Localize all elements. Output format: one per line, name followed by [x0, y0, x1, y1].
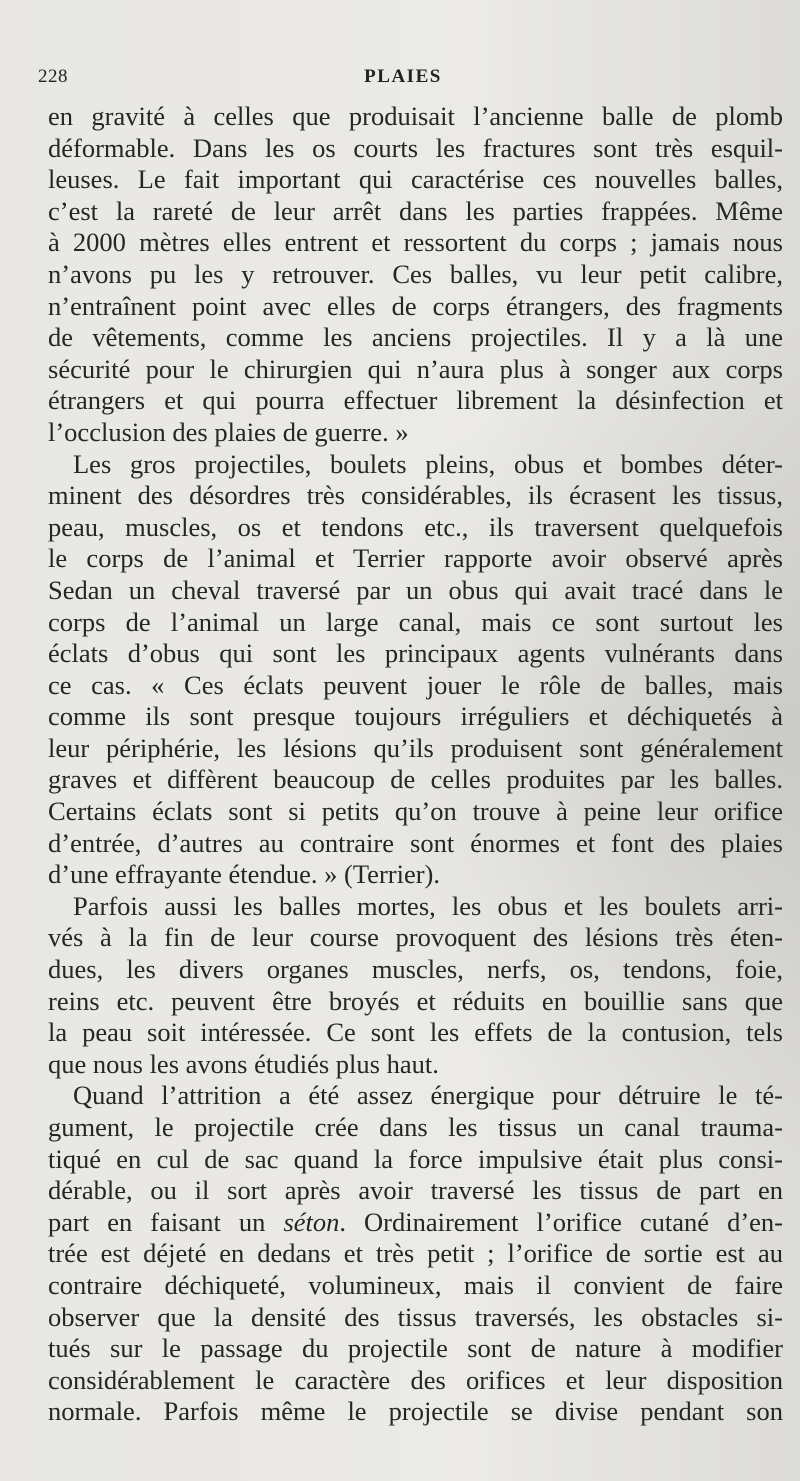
text-line: minent des désordres très considérables, ils écrasent les tissus, — [48, 480, 783, 511]
text-line: normale. Parfois même le projectile se divise pendant son — [48, 1396, 783, 1427]
text-line: c’est la rareté de leur arrêt dans les parties frappées. Même — [48, 195, 783, 226]
text-line: étrangers et qui pourra effectuer librement la désinfection et — [48, 385, 783, 416]
text-line: Sedan un cheval traversé par un obus qui avait tracé dans le — [48, 574, 783, 605]
text-line: dues, les divers organes muscles, nerfs, os, tendons, foie, — [48, 954, 783, 985]
text-line: Parfois aussi les balles mortes, les obus et les boulets arri- — [73, 890, 783, 921]
page-number: 228 — [38, 66, 68, 87]
text-line: reins etc. peuvent être broyés et réduits en bouillie sans que — [48, 985, 783, 1016]
paragraph — [48, 1080, 783, 1428]
text-line: à 2000 mètres elles entrent et ressortent du corps ; jamais nous — [48, 227, 783, 258]
text-line: d’entrée, d’autres au contraire sont énormes et font des plaies — [48, 827, 783, 858]
text-line: dérable, ou il sort après avoir traversé les tissus de part en — [48, 1175, 783, 1206]
text-line: que nous les avons étudiés plus haut. — [48, 1048, 439, 1079]
text-line: leuses. Le fait important qui caractérise ces nouvelles balles, — [48, 164, 783, 195]
italic-term: séton — [283, 1206, 340, 1237]
text-line: corps de l’animal un large canal, mais ce sont surtout les — [48, 606, 783, 637]
text-line: trée est déjeté en dedans et très petit ; l’orifice de sortie est au — [48, 1238, 783, 1269]
text-line: l’occlusion des plaies de guerre. » — [48, 416, 409, 447]
paragraph — [48, 891, 783, 1081]
text-line: gument, le projectile crée dans les tissus un canal trauma- — [48, 1112, 783, 1142]
text-line: leur périphérie, les lésions qu’ils produisent sont généralement — [48, 732, 783, 763]
text-line: Les gros projectiles, boulets pleins, obus et bombes déter- — [73, 448, 783, 479]
text-line: n’entraînent point avec elles de corps étrangers, des fragments — [48, 290, 783, 321]
text-line: graves et diffèrent beaucoup de celles produites par les balles. — [48, 764, 783, 795]
text-line: Certains éclats sont si petits qu’on trouve à peine leur orifice — [48, 796, 783, 827]
text-line: de vêtements, comme les anciens projectiles. Il y a là une — [48, 322, 783, 353]
text-segment: part en faisant un — [48, 1206, 284, 1237]
text-line: en gravité à celles que produisait l’ancienne balle de plomb — [48, 101, 783, 131]
text-line: n’avons pu les y retrouver. Ces balles, vu leur petit calibre, — [48, 258, 783, 289]
text-line: peau, muscles, os et tendons etc., ils traversent quelquefois — [48, 511, 783, 542]
text-line: tiqué en cul de sac quand la force impulsive était plus consi- — [48, 1143, 783, 1174]
text-line: Quand l’attrition a été assez énergique pour détruire le té- — [73, 1080, 783, 1111]
text-line: éclats d’obus qui sont les principaux agents vulnérants dans — [48, 638, 783, 669]
text-line: d’une effrayante étendue. » (Terrier). — [48, 859, 440, 890]
text-line: vés à la fin de leur course provoquent des lésions très éten- — [48, 922, 783, 953]
paragraph — [48, 101, 783, 449]
text-line: déformable. Dans les os courts les fractures sont très esquil- — [48, 132, 783, 163]
text-line: le corps de l’animal et Terrier rapporte avoir observé après — [48, 543, 783, 574]
text-line: considérablement le caractère des orifices et leur disposition — [48, 1364, 783, 1395]
text-line: tués sur le passage du projectile sont de nature à modifier — [48, 1333, 783, 1364]
body-text — [48, 101, 783, 1428]
text-line: observer que la densité des tissus traversés, les obstacles si- — [48, 1301, 783, 1332]
text-segment: . Ordinairement l’orifice cutané d’en- — [339, 1206, 783, 1237]
text-line: sécurité pour le chirurgien qui n’aura plus à songer aux corps — [48, 353, 783, 384]
text-line: contraire déchiqueté, volumineux, mais il convient de faire — [48, 1269, 783, 1300]
text-line-with-italic — [48, 1207, 783, 1239]
text-line: la peau soit intéressée. Ce sont les effets de la contusion, tels — [48, 1017, 783, 1048]
text-line: comme ils sont presque toujours irréguliers et déchiquetés à — [48, 701, 783, 732]
running-head: PLAIES — [364, 66, 442, 87]
text-line: ce cas. « Ces éclats peuvent jouer le rôle de balles, mais — [48, 669, 783, 700]
paragraph — [48, 449, 783, 891]
page-header — [38, 66, 768, 92]
